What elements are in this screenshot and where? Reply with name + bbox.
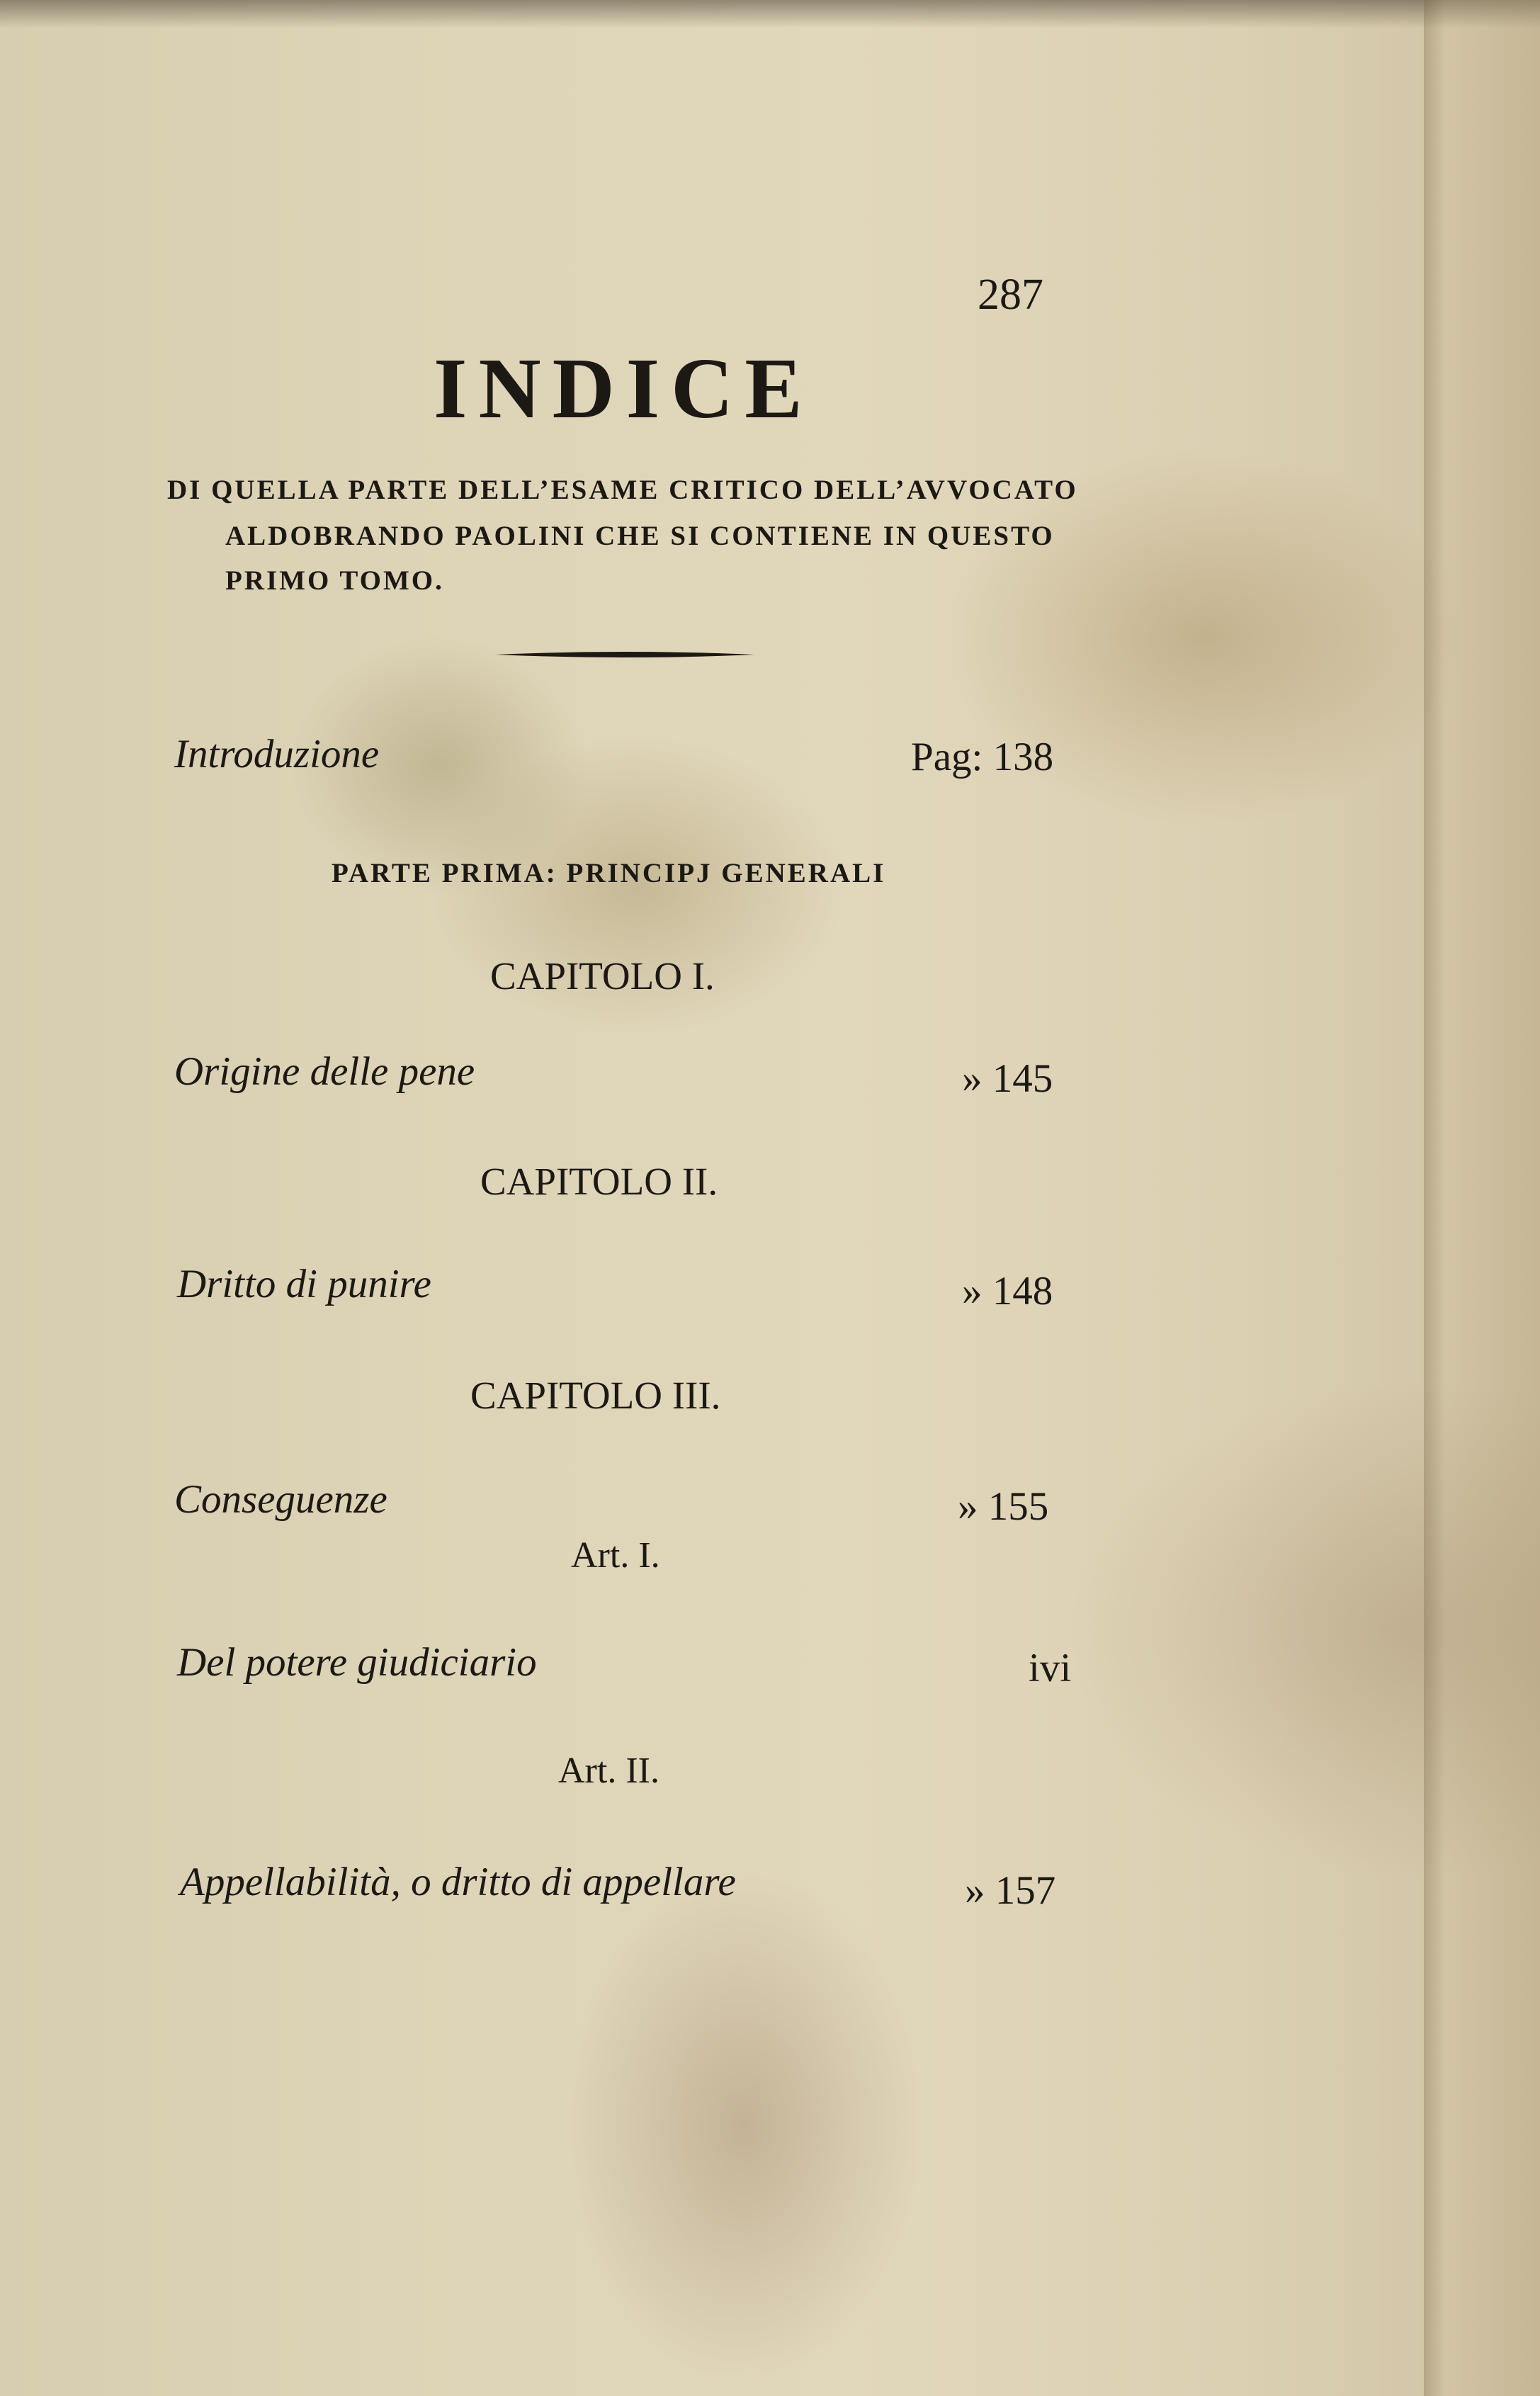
toc-entry-label: Origine delle pene (174, 1049, 475, 1094)
subtitle-line-2: ALDOBRANDO PAOLINI CHE SI CONTIENE IN QUESTO (225, 521, 1055, 551)
chapter-heading: CAPITOLO I. (490, 954, 715, 998)
toc-entry-page: Pag: 138 (911, 735, 1054, 779)
toc-entry-label: Conseguenze (174, 1477, 387, 1522)
part-heading: PARTE PRIMA: PRINCIPJ GENERALI (332, 858, 886, 888)
toc-entry-page: » 148 (962, 1269, 1053, 1313)
subtitle-line-3: PRIMO TOMO. (225, 565, 444, 596)
toc-entry-label: Dritto di punire (177, 1262, 431, 1306)
page-number: 287 (978, 271, 1043, 319)
page-title: INDICE (434, 341, 814, 436)
toc-entry-page: » 155 (958, 1484, 1049, 1529)
toc-entry-page: ivi (1029, 1646, 1072, 1690)
title-rule-divider (496, 650, 754, 659)
article-heading: Art. I. (571, 1535, 660, 1576)
chapter-heading: CAPITOLO II. (480, 1160, 718, 1203)
toc-entry-label: Del potere giudiciario (177, 1640, 537, 1685)
toc-entry-label: Appellabilità, o dritto di appellare (180, 1860, 736, 1904)
chapter-heading: CAPITOLO III. (470, 1374, 721, 1417)
article-heading: Art. II. (558, 1751, 659, 1791)
toc-entry-page: » 145 (962, 1056, 1053, 1101)
page-top-shadow (0, 0, 1540, 28)
toc-entry-page: » 157 (965, 1868, 1056, 1913)
subtitle-line-1: DI QUELLA PARTE DELL’ESAME CRITICO DELL’AVVOCATO (167, 475, 1078, 505)
adjacent-page-edge (1424, 0, 1540, 2396)
toc-entry-label: Introduzione (174, 732, 380, 776)
